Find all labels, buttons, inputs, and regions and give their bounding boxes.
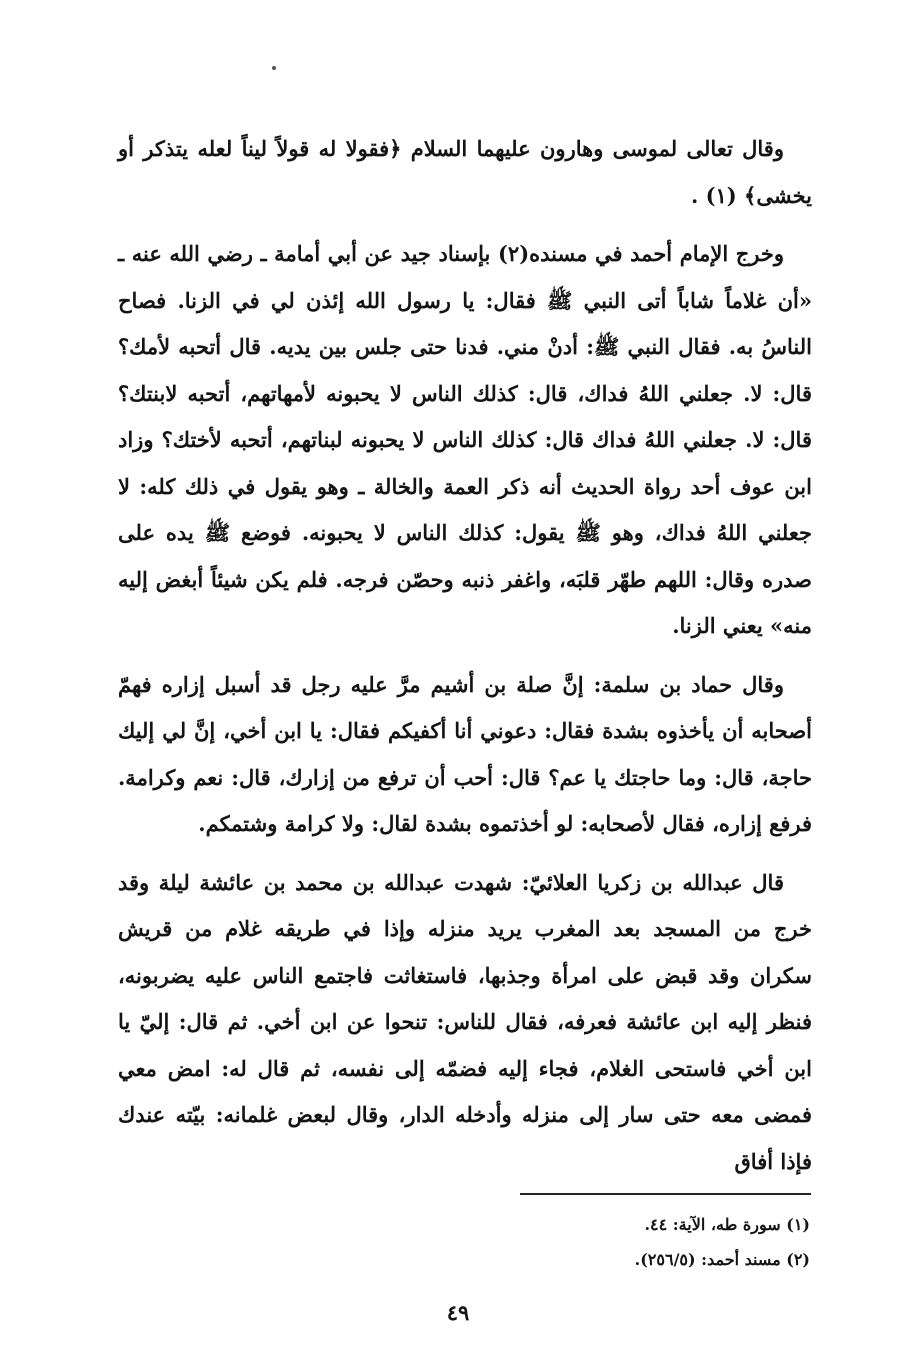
footnote-1: (١) سورة طه، الآية: ٤٤. [644,1215,810,1234]
paragraph-hammad: وقال حماد بن سلمة: إنَّ صلة بن أشيم مرَّ عليه رجل قد أسبل إزاره فهمّ أصحابه أن يأخذوه بشدة فقال: دعوني أنا أكفيكم فقال: يا ابن أخي، إنَّ لي إليك حاجة، قال: وما حاجتك يا عم؟ قال: أحب أن ترفع من إزارك، قال: نعم وكرامة. فرفع إزاره، فقال لأصحابه: لو أخذتموه بشدة لقال: ولا كرامة وشتمكم. [118,671,812,836]
ink-speck [272,66,276,70]
paragraph-quran-verse: وقال تعالى لموسى وهارون عليهما السلام ﴿فقولا له قولاً ليناً لعله يتذكر أو يخشى﴾ (١) . [118,136,812,208]
footnote-separator [520,1193,811,1195]
page-number: ٤٩ [446,1300,470,1325]
main-text [118,126,812,1185]
footnote-2: (٢) مسند أحمد: (٢٥٦/٥). [634,1250,810,1269]
paragraph-ibn-aisha: قال عبدالله بن زكريا العلائيّ: شهدت عبدالله بن محمد بن عائشة ليلة وقد خرج من المسجد بعد المغرب يريد منزله وإذا في طريقه غلام من قريش سكران وقد قبض على امرأة وجذبها، فاستغاثت فاجتمع الناس عليه يضربونه، فنظر إليه ابن عائشة فعرفه، فقال للناس: تنحوا عن ابن أخي. ثم قال: إليّ يا ابن أخي فاستحى الغلام، فجاء إليه فضمّه إلى نفسه، ثم قال له: امض معي فمضى معه حتى سار إلى منزله وأدخله الدار، وقال لبعض غلمانه: بيّته عندك فإذا أفاق [118,869,812,1174]
paragraph-hadith: وخرج الإمام أحمد في مسنده(٢) بإسناد جيد عن أبي أمامة ـ رضي الله عنه ـ «أن غلاماً شاباً أتى النبي ﷺ فقال: يا رسول الله إئذن لي في الزنا. فصاح الناسُ به. فقال النبي ﷺ: أدنْ مني. فدنا حتى جلس بين يديه. قال أتحبه لأمك؟ قال: لا. جعلني اللهُ فداك، قال: كذلك الناس لا يحبونه لأمهاتهم، أتحبه لابنتك؟ قال: لا. جعلني اللهُ فداك قال: كذلك الناس لا يحبونه لبناتهم، أتحبه لأختك؟ وزاد ابن عوف أحد رواة الحديث أنه ذكر العمة والخالة ـ وهو يقول في ذلك كله: لا جعلني اللهُ فداك، وهو ﷺ يقول: كذلك الناس لا يحبونه. فوضع ﷺ يده على صدره وقال: اللهم طهّر قلبَه، واغفر ذنبه وحصّن فرجه. فلم يكن شيئاً أبغض إليه منه» يعني الزنا. [118,241,812,638]
footnotes [500,1207,810,1277]
